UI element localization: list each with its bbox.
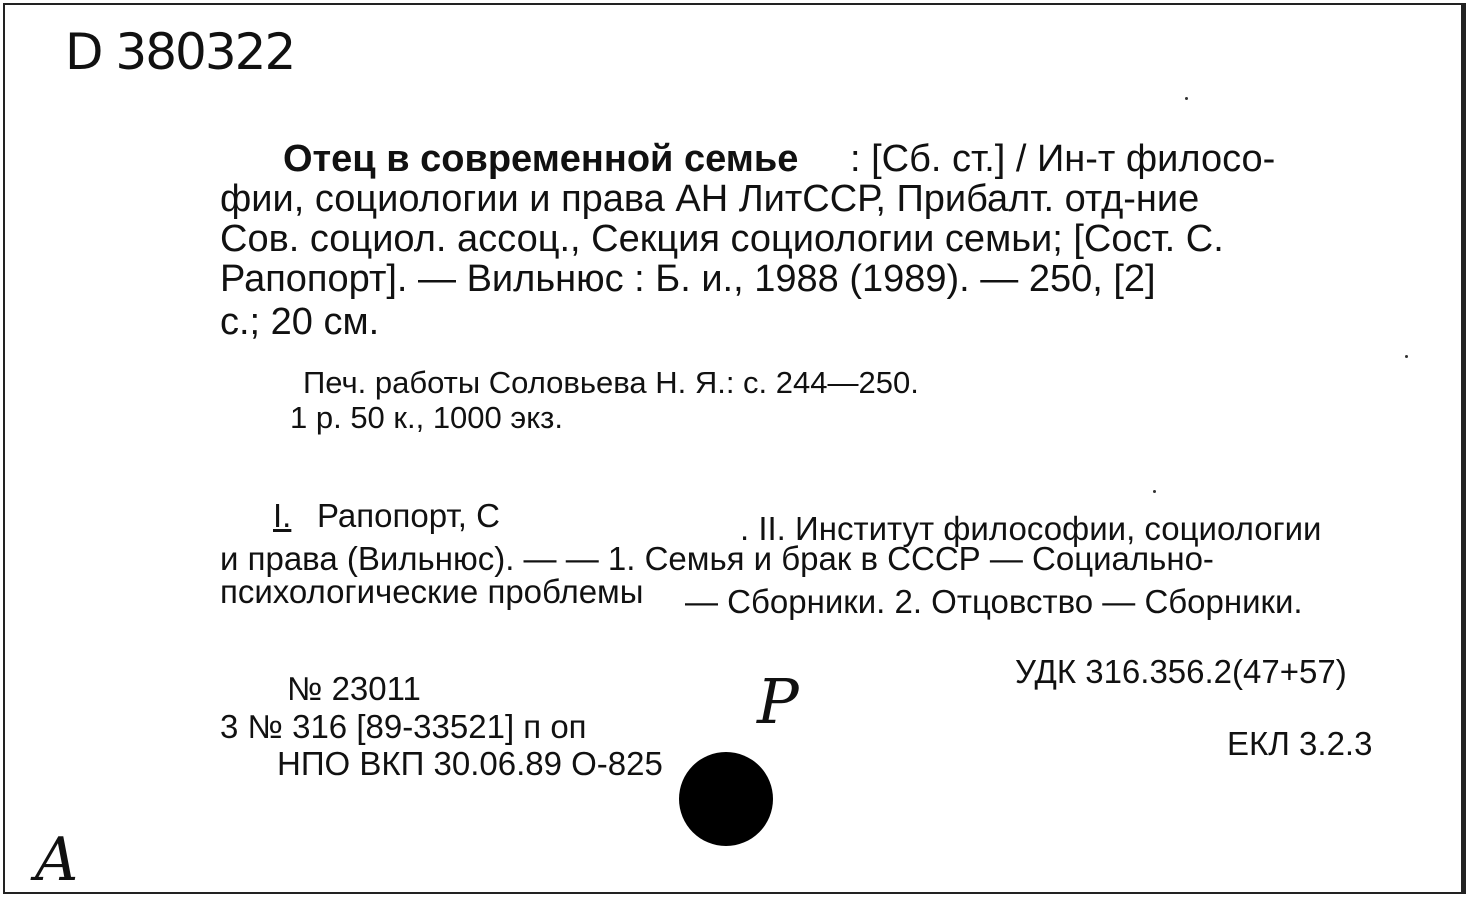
- speck: [1185, 97, 1188, 100]
- order-number: 3 № 316 [89-33521] п оп: [220, 708, 587, 745]
- call-number: D 380322: [65, 23, 295, 81]
- printer-info: НПО ВКП 30.06.89 О-825: [277, 745, 663, 782]
- speck: [1153, 490, 1156, 493]
- tracing-line-3b: — Сборники. 2. Отцовство — Сборники.: [685, 583, 1303, 620]
- speck: [1405, 355, 1408, 358]
- handwritten-a-mark: A: [35, 825, 79, 895]
- udk-code: УДК 316.356.2(47+57): [1015, 653, 1347, 690]
- handwritten-r-mark: P: [757, 665, 799, 738]
- desc-line-5: с.; 20 см.: [220, 301, 380, 343]
- desc-line-2: фии, социологии и права АН ЛитССР, Прибалт. отд-ние: [220, 178, 1200, 220]
- desc-line-4: Рапопорт]. — Вильнюс : Б. и., 1988 (1989). — 250, [2]: [220, 258, 1156, 300]
- tracing-line-3a: психологические проблемы: [220, 573, 644, 610]
- tracing-roman-i: I.: [273, 497, 292, 534]
- note-price: 1 р. 50 к., 1000 экз.: [290, 400, 563, 435]
- catalog-card: [3, 3, 1466, 894]
- tracing-institute: . II. Институт философии, социологии: [740, 510, 1322, 547]
- note-works: Печ. работы Соловьева Н. Я.: с. 244—250.: [303, 365, 919, 400]
- desc-line-1: : [Сб. ст.] / Ин-т филосо-: [850, 138, 1276, 180]
- desc-line-3: Сов. социол. ассоц., Секция социологии семьи; [Сост. С.: [220, 218, 1224, 260]
- tracing-line-2: и права (Вильнюс). — — 1. Семья и брак в СССР — Социально-: [220, 540, 1214, 577]
- card-number: № 23011: [287, 670, 421, 707]
- tracing-author: Рапопорт, С: [317, 497, 500, 534]
- ekl-code: ЕКЛ 3.2.3: [1227, 725, 1373, 762]
- book-title: Отец в современной семье: [283, 138, 799, 180]
- punch-hole: [679, 752, 773, 846]
